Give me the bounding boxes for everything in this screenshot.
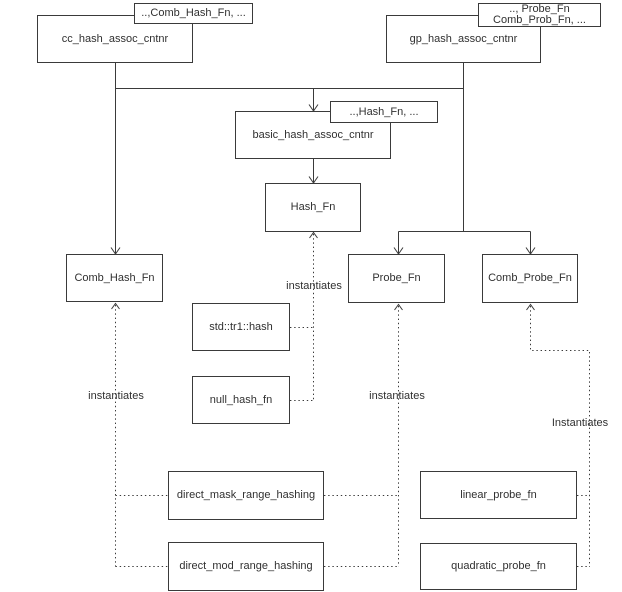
node-label: quadratic_probe_fn — [451, 560, 546, 572]
node-linear-probe-fn — [420, 471, 577, 519]
node-direct-mod-range-hashing — [168, 542, 324, 591]
node-label: cc_hash_assoc_cntnr — [61, 32, 169, 45]
edge-label-instantiates-probe-fn: instantiates — [369, 390, 425, 402]
node-label: Comb_Probe_Fn — [488, 272, 572, 284]
node-comb-probe-fn — [482, 254, 578, 303]
template-params-gp — [478, 3, 601, 27]
node-std-tr1-hash — [192, 303, 290, 351]
node-label: linear_probe_fn — [460, 488, 537, 501]
node-quadratic-probe-fn — [420, 543, 577, 590]
node-label: gp_hash_assoc_cntnr — [409, 32, 518, 45]
template-params-line1: .., Probe_Fn — [509, 3, 570, 15]
node-label: Probe_Fn — [372, 272, 421, 284]
node-hash-fn — [265, 183, 361, 232]
node-null-hash-fn — [192, 376, 290, 424]
node-label: Comb_Hash_Fn — [74, 271, 155, 284]
template-params-line2: Comb_Prob_Fn, ... — [493, 14, 586, 26]
edge-instantiates-comb-probe-fn — [531, 306, 590, 567]
node-label: null_hash_fn — [209, 393, 273, 406]
node-label: basic_hash_assoc_cntnr — [252, 128, 374, 141]
template-params-cc — [134, 3, 253, 24]
node-probe-fn — [348, 254, 445, 303]
edge-label-instantiates-hash-fn: instantiates — [286, 280, 342, 292]
node-label: std::tr1::hash — [209, 320, 273, 333]
template-params-label: ..,Comb_Hash_Fn, ... — [141, 7, 246, 19]
node-comb-hash-fn — [66, 254, 163, 302]
edge-label-instantiates-comb-hash-fn: instantiates — [88, 390, 144, 402]
template-params-label: ..,Hash_Fn, ... — [349, 105, 419, 118]
edge-label-instantiates-comb-probe-fn: Instantiates — [551, 417, 609, 429]
node-direct-mask-range-hashing — [168, 471, 324, 520]
template-params-basic — [330, 101, 438, 123]
node-label: direct_mod_range_hashing — [179, 560, 313, 572]
node-label: Hash_Fn — [290, 201, 336, 213]
node-label: direct_mask_range_hashing — [176, 489, 316, 501]
